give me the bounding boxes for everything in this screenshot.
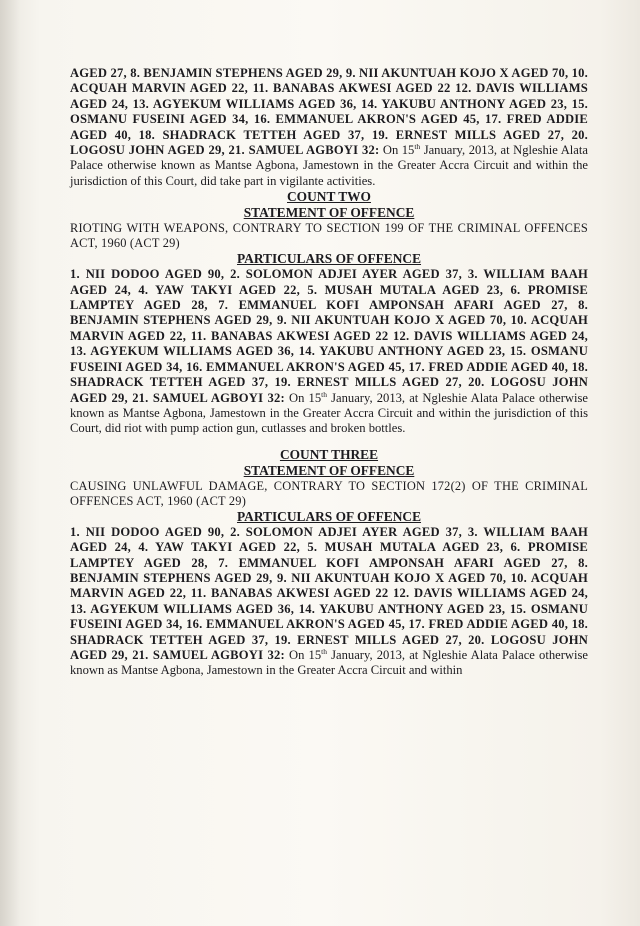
particulars-text: On 15 — [284, 647, 322, 662]
statement-of-offence-text: RIOTING WITH WEAPONS, CONTRARY TO SECTION 199 OF THE CRIMINAL OFFENCES ACT, 1960 (ACT 29) — [70, 221, 588, 251]
particulars-of-offence-heading: PARTICULARS OF OFFENCE — [236, 508, 422, 524]
ordinal-suffix: th — [414, 141, 421, 151]
particulars-of-offence-heading: PARTICULARS OF OFFENCE — [236, 251, 422, 267]
particulars-text: On 15 — [284, 390, 322, 405]
document-content — [70, 66, 588, 679]
statement-of-offence-heading: STATEMENT OF OFFENCE — [243, 205, 415, 221]
statement-of-offence-heading: STATEMENT OF OFFENCE — [243, 462, 415, 478]
ordinal-suffix: th — [321, 646, 327, 656]
count-three-heading: COUNT THREE — [279, 446, 379, 462]
particulars-text: January, 2013, at Ngleshie Alata Palace otherwise known as Mantse Agbona, Jamestown in the Greater Accra Circuit and within the jurisdiction of this Court, did riot with pump action gun, cutlasses and broken bottles. — [70, 390, 588, 436]
page-edge-shadow — [0, 0, 20, 926]
accused-names: AGED 27, 8. BENJAMIN STEPHENS AGED 29, 9. NII AKUNTUAH KOJO X AGED 70, 10. ACQUAH MARVIN AGED 22, 11. BANABAS AKWESI AGED 22 12. DAVIS WILLIAMS AGED 24, 13. AGYEKUM WILLIAMS AGED 36, 14. YAKUBU ANTHONY AGED 23, 15. OSMANU FUSEINI AGED 34, 16. EMMANUEL AKRON'S AGED 45, 17. FRED ADDIE AGED 40, 18. SHADRACK TETTEH AGED 37, 19. ERNEST MILLS AGED 27, 20. LOGOSU JOHN AGED 29, 21. SAMUEL AGBOYI 32: — [70, 66, 588, 158]
count-three-particulars — [70, 525, 588, 679]
count-two-heading: COUNT TWO — [287, 189, 371, 205]
accused-names: 1. NII DODOO AGED 90, 2. SOLOMON ADJEI AYER AGED 37, 3. WILLIAM BAAH AGED 24, 4. YAW TAKYI AGED 22, 5. MUSAH MUTALA AGED 23, 6. PROMISE LAMPTEY AGED 28, 7. EMMANUEL KOFI AMPONSAH AFARI AGED 27, 8. BENJAMIN STEPHENS AGED 29, 9. NII AKUNTUAH KOJO X AGED 70, 10. ACQUAH MARVIN AGED 22, 11. BANABAS AKWESI AGED 22 12. DAVIS WILLIAMS AGED 24, 13. AGYEKUM WILLIAMS AGED 36, 14. YAKUBU ANTHONY AGED 23, 15. OSMANU FUSEINI AGED 34, 16. EMMANUEL AKRON'S AGED 45, 17. FRED ADDIE AGED 40, 18. SHADRACK TETTEH AGED 37, 19. ERNEST MILLS AGED 27, 20. LOGOSU JOHN AGED 29, 21. SAMUEL AGBOYI 32: — [70, 267, 588, 405]
ordinal-suffix: th — [321, 389, 327, 399]
particulars-text: January, 2013, at Ngleshie Alata Palace otherwise known as Mantse Agbona, Jamestown in the Greater Accra Circuit and within the jurisdiction of this Court, did take part in vigilante activities. — [70, 143, 588, 188]
particulars-text: On 15 — [379, 143, 415, 158]
accused-names: 1. NII DODOO AGED 90, 2. SOLOMON ADJEI AYER AGED 37, 3. WILLIAM BAAH AGED 24, 4. YAW TAKYI AGED 22, 5. MUSAH MUTALA AGED 23, 6. PROMISE LAMPTEY AGED 28, 7. EMMANUEL KOFI AMPONSAH AFARI AGED 27, 8. BENJAMIN STEPHENS AGED 29, 9. NII AKUNTUAH KOJO X AGED 70, 10. ACQUAH MARVIN AGED 22, 11. BANABAS AKWESI AGED 22 12. DAVIS WILLIAMS AGED 24, 13. AGYEKUM WILLIAMS AGED 36, 14. YAKUBU ANTHONY AGED 23, 15. OSMANU FUSEINI AGED 34, 16. EMMANUEL AKRON'S AGED 45, 17. FRED ADDIE AGED 40, 18. SHADRACK TETTEH AGED 37, 19. ERNEST MILLS AGED 27, 20. LOGOSU JOHN AGED 29, 21. SAMUEL AGBOYI 32: — [70, 524, 588, 662]
count-one-particulars-continued — [70, 66, 588, 189]
particulars-text: January, 2013, at Ngleshie Alata Palace otherwise known as Mantse Agbona, Jamestown in the Greater Accra Circuit and within — [70, 647, 588, 678]
statement-of-offence-text: CAUSING UNLAWFUL DAMAGE, CONTRARY TO SECTION 172(2) OF THE CRIMINAL OFFENCES ACT, 1960 (ACT 29) — [70, 478, 588, 508]
count-two-particulars — [70, 267, 588, 436]
